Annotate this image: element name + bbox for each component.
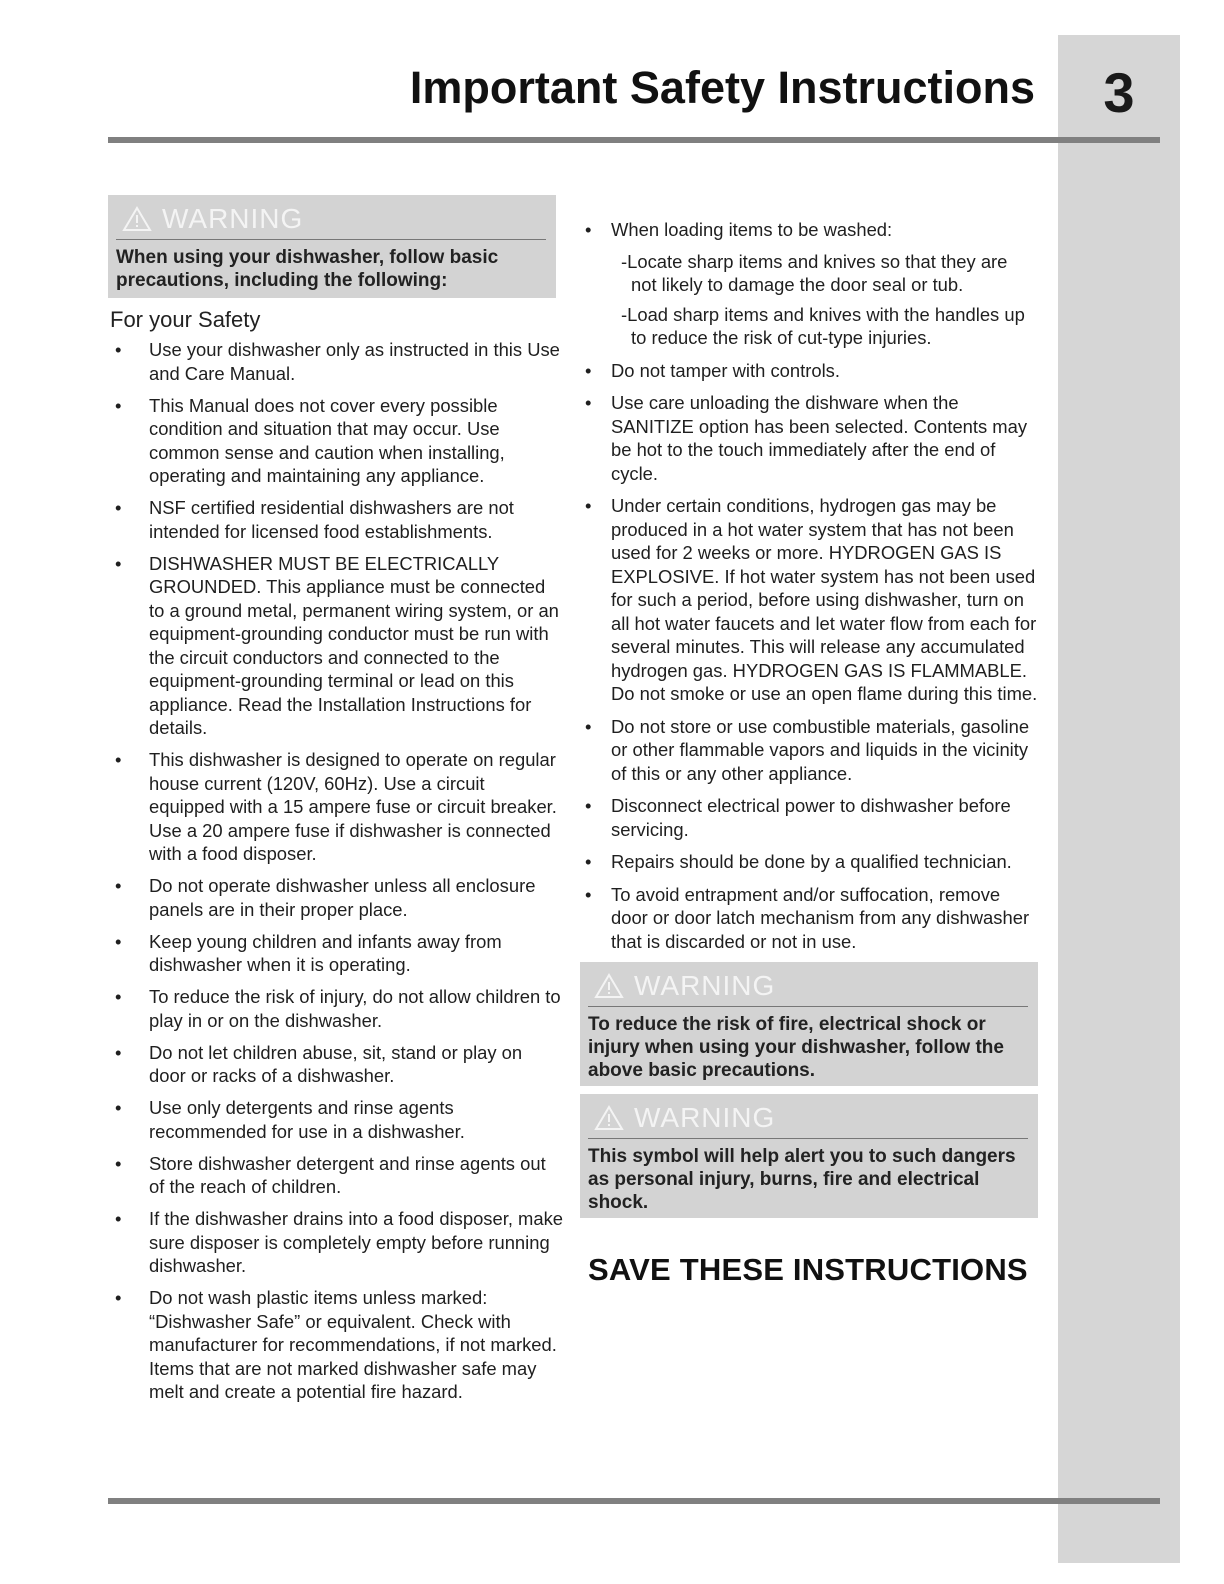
warning-header [588,968,1028,1007]
bullet-icon: • [115,394,122,416]
warning-header [588,1100,1028,1139]
bullet-icon: • [115,497,122,518]
list-item: • Keep young children and infants away from dishwasher when it is operating. [115,930,502,975]
list-item: • Do not operate dishwasher unless all enclosure panels are in their proper place. [115,875,536,920]
list-item: • To reduce the risk of injury, do not allow children to play in or on the dishwasher. [115,986,561,1031]
warning-triangle-icon [594,1105,624,1131]
warning-text: To reduce the risk of fire, electrical shock or injury when using your dishwasher, follow the above basic precautions. [588,1014,1004,1081]
loading-intro: When loading items to be washed: [611,219,893,240]
right-column [580,218,1038,1288]
list-item: • DISHWASHER MUST BE ELECTRICALLY GROUNDED. This appliance must be connected to a ground metal, permanent wiring system, or an equipment-grounding conductor must be run with the circuit conductors and connected to the equipment-grounding terminal or lead on this appliance. Read the Installation Instructions for details. [115,552,559,738]
bullet-icon: • [115,1041,122,1063]
warning-triangle-icon [122,206,152,232]
safety-list-right [580,218,1038,953]
bullet-icon: • [115,552,122,574]
save-instructions-heading: SAVE THESE INSTRUCTIONS [588,1252,1028,1287]
warning-text: This symbol will help alert you to such dangers as personal injury, burns, fire and electrical shock. [588,1146,1016,1213]
left-column [108,195,564,1412]
bullet-icon: • [585,883,592,905]
list-item: • Use only detergents and rinse agents recommended for use in a dishwasher. [115,1097,465,1142]
list-item: • Do not wash plastic items unless marked: “Dishwasher Safe” or equivalent. Check with manufacturer for recommendations, if not marked. Items that are not marked dishwasher safe may melt and create a potential fire hazard. [115,1287,557,1402]
bullet-icon: • [585,495,592,516]
bullet-icon: • [115,749,122,770]
bullet-icon: • [115,1287,122,1308]
bullet-icon: • [585,795,592,816]
page-number: 3 [1103,61,1135,124]
warning-header [116,201,546,240]
warning-label: WARNING [162,203,304,234]
list-item: • NSF certified residential dishwashers are not intended for licensed food establishments. [115,497,514,542]
top-rule [108,137,1160,143]
list-item: • Do not store or use combustible materials, gasoline or other flammable vapors and liquids in the vicinity of this or any other appliance. [585,715,1030,784]
warning-text: When using your dishwasher, follow basic precautions, including the following: [116,247,499,291]
list-item: • Under certain conditions, hydrogen gas may be produced in a hot water system that has not been used for 2 weeks or more. HYDROGEN GAS IS EXPLOSIVE. If hot water system has not been used for such a period, before using dishwasher, turn on all hot water faucets and let water flow from each for several minutes. This will release any accumulated hydrogen gas. HYDROGEN GAS IS FLAMMABLE. Do not smoke or use an open flame during this time. [585,495,1038,704]
bullet-icon: • [115,1152,122,1174]
list-item: • Disconnect electrical power to dishwasher before servicing. [585,795,1011,840]
safety-list-left [108,338,564,1404]
bullet-icon: • [115,875,122,896]
list-item: • Repairs should be done by a qualified technician. [585,851,1012,872]
warning-label: WARNING [634,1102,776,1133]
bullet-icon: • [585,392,592,413]
list-item: • Do not tamper with controls. [585,359,840,381]
side-tab [1058,35,1180,1563]
bullet-icon: • [585,715,592,737]
bullet-icon: • [115,986,122,1007]
bullet-icon: • [115,339,122,360]
loading-sub-item: -Load sharp items and knives with the handles up to reduce the risk of cut-type injuries. [621,303,1025,348]
warning-box-symbol [580,1094,1038,1218]
loading-sublist [621,250,1038,350]
warning-label: WARNING [634,970,776,1001]
list-item: • This Manual does not cover every possible condition and situation that may occur. Use common sense and caution when installing, operating and maintaining any appliance. [115,394,505,486]
list-item: • Use your dishwasher only as instructed in this Use and Care Manual. [115,339,560,384]
warning-box-main [108,195,556,298]
list-item [580,218,1038,350]
loading-sub-item: -Locate sharp items and knives so that they are not likely to damage the door seal or tub. [621,250,1008,295]
bullet-icon: • [585,219,592,240]
warning-box-fire [580,962,1038,1086]
bullet-icon: • [585,851,592,872]
page-title: Important Safety Instructions [409,62,1035,113]
bullet-icon: • [115,930,122,952]
bullet-icon: • [115,1208,122,1229]
list-item: • This dishwasher is designed to operate on regular house current (120V, 60Hz). Use a circuit equipped with a 15 ampere fuse or circuit breaker. Use a 20 ampere fuse if dishwasher is connected with a food disposer. [115,749,557,864]
bottom-rule [108,1498,1160,1504]
list-item: • Use care unloading the dishware when the SANITIZE option has been selected. Contents may be hot to the touch immediately after the end of cycle. [585,392,1028,484]
list-item: • Store dishwasher detergent and rinse agents out of the reach of children. [115,1152,546,1197]
list-item: • If the dishwasher drains into a food disposer, make sure disposer is completely empty before running dishwasher. [115,1208,564,1276]
bullet-icon: • [585,359,592,381]
warning-triangle-icon [594,973,624,999]
list-item: • Do not let children abuse, sit, stand or play on door or racks of a dishwasher. [115,1041,523,1086]
bullet-icon: • [115,1097,122,1118]
section-subhead: For your Safety [110,307,261,332]
list-item: • To avoid entrapment and/or suffocation, remove door or door latch mechanism from any dishwasher that is discarded or not in use. [585,883,1030,952]
